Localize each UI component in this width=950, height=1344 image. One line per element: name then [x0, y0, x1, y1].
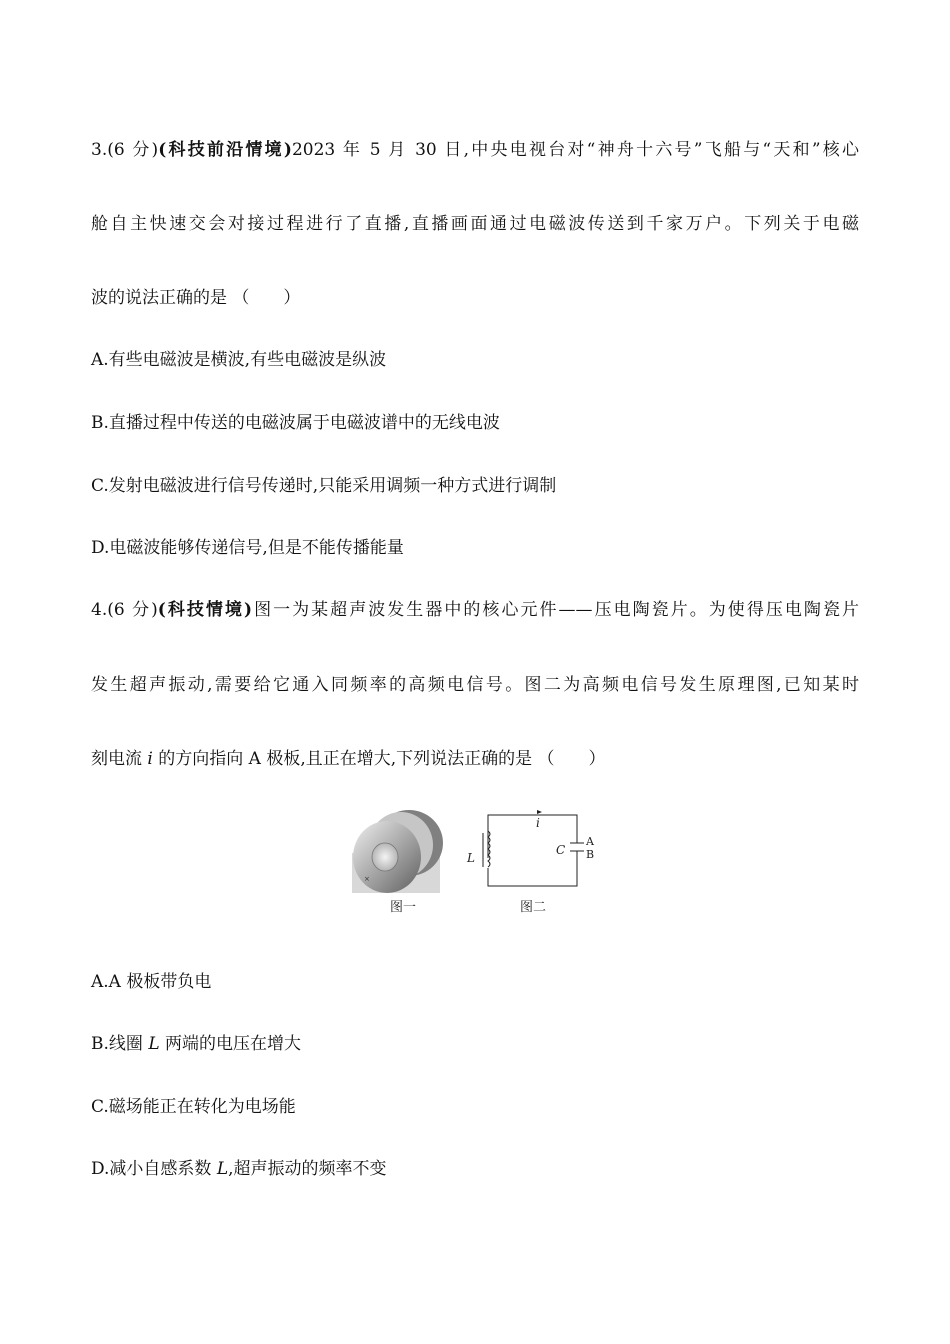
q3-option-a: A.有些电磁波是横波,有些电磁波是纵波	[91, 350, 387, 370]
q4-number: 4.	[91, 600, 108, 620]
q3-option-c: C.发射电磁波进行信号传递时,只能采用调频一种方式进行调制	[91, 476, 557, 496]
q3-option-d: D.电磁波能够传递信号,但是不能传播能量	[91, 538, 404, 558]
q4-option-d-text-b: ,超声振动的频率不变	[228, 1159, 387, 1179]
q4-context-tag: (科技情境)	[157, 600, 253, 620]
q4-stem-text-1: 图一为某超声波发生器中的核心元件——压电陶瓷片。为使得压电陶瓷片	[252, 600, 859, 620]
q3-context-tag: (科技前沿情境)	[158, 140, 292, 160]
q3-stem-line-1	[91, 138, 859, 162]
piezo-ceramic-disc-image	[352, 810, 443, 893]
q4-current-symbol: i	[147, 749, 153, 769]
q4-option-a: A.A 极板带负电	[91, 972, 212, 992]
q3-option-b: B.直播过程中传送的电磁波属于电磁波谱中的无线电波	[91, 413, 500, 433]
q4-option-c: C.磁场能正在转化为电场能	[91, 1097, 296, 1117]
q4-option-b-text-a: B.线圈	[91, 1034, 149, 1054]
plate-label-a: A	[586, 835, 594, 848]
plate-label-b: B	[586, 848, 595, 861]
q4-stem-text-3b: 的方向指向 A 极板,且正在增大,下列说法正确的是 （ ）	[152, 749, 606, 769]
q4-option-d-symbol: L	[216, 1159, 229, 1179]
figure-2-caption: 图二	[520, 900, 547, 915]
capacitor-label-c: C	[556, 843, 566, 857]
inductor-label-l: L	[467, 851, 475, 865]
q3-points: (6 分)	[107, 140, 159, 160]
q4-option-d	[91, 1157, 387, 1181]
q4-stem-text-3a: 刻电流	[91, 749, 148, 769]
q3-stem-line-2: 舱自主快速交会对接过程进行了直播,直播画面通过电磁波传送到千家万户。下列关于电磁	[91, 214, 859, 234]
q4-figure	[345, 805, 605, 920]
q4-stem-line-3	[91, 747, 606, 771]
current-label-i: i	[536, 816, 540, 830]
q4-stem-line-2: 发生超声振动,需要给它通入同频率的高频电信号。图二为高频电信号发生原理图,已知某时	[91, 675, 859, 695]
q3-number: 3.	[91, 140, 108, 160]
lc-circuit-diagram	[483, 810, 584, 886]
figure-1-caption: 图一	[390, 900, 417, 915]
svg-text:×: ×	[364, 875, 370, 883]
q4-option-b	[91, 1032, 301, 1056]
q3-stem-line-3: 波的说法正确的是 （ ）	[91, 288, 301, 308]
q4-points: (6 分)	[107, 600, 158, 620]
q4-option-b-text-b: 两端的电压在增大	[159, 1034, 302, 1054]
q4-option-b-symbol: L	[148, 1034, 160, 1054]
q4-stem-line-1	[91, 598, 859, 622]
q3-stem-text-1: 2023 年 5 月 30 日,中央电视台对“神舟十六号”飞船与“天和”核心	[291, 140, 860, 160]
q4-option-d-text-a: D.减小自感系数	[91, 1159, 217, 1179]
